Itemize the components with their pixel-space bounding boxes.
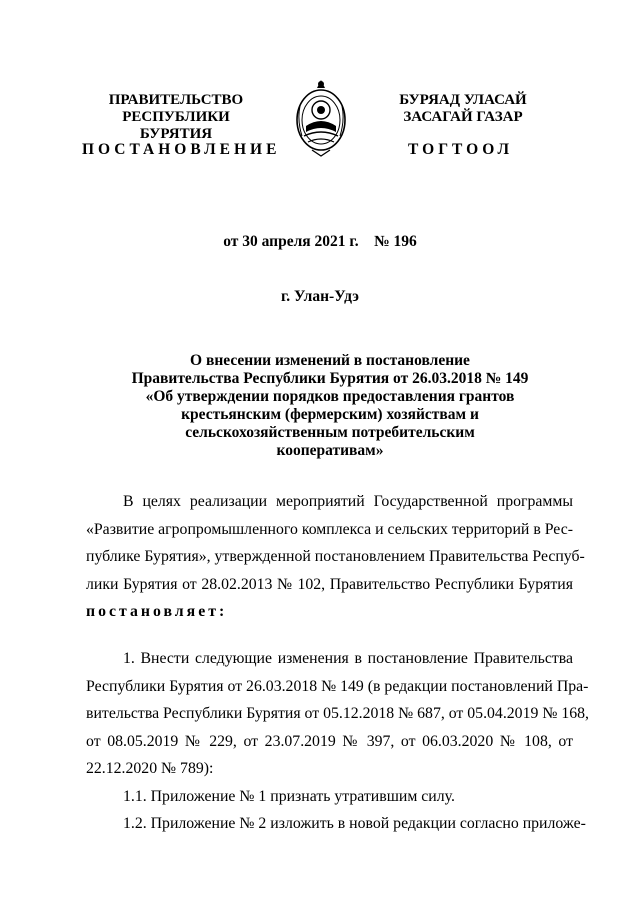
preamble-line-3: публике Бурятия», утвержденной постановлением Правительства Респуб- [86, 548, 585, 565]
document-title [120, 352, 540, 460]
preamble [86, 488, 585, 626]
item-1-2: 1.2. Приложение № 2 изложить в новой редакции согласно приложе- [123, 815, 586, 832]
item-1-line-3: вительства Республики Бурятия от 05.12.2018 № 687, от 05.04.2019 № 168, [86, 705, 589, 722]
government-line-1-bua: БУРЯАД УЛАСАЙ [399, 92, 527, 108]
date-and-number: от 30 апреля 2021 г. № 196 [223, 233, 417, 250]
title-line-2: Правительства Республики Бурятия от 26.03.2018 № 149 [131, 370, 529, 387]
government-name-bua [378, 92, 548, 126]
government-line-2: РЕСПУБЛИКИ БУРЯТИЯ [122, 109, 230, 142]
government-line-1: ПРАВИТЕЛЬСТВО [108, 92, 244, 108]
government-line-2-bua: ЗАСАГАЙ ГАЗАР [403, 109, 523, 125]
doc-type-ru: ПОСТАНОВЛЕНИЕ [82, 141, 281, 158]
item-1-line-2: Республики Бурятия от 26.03.2018 № 149 (в редакции постановлений Пра- [86, 677, 589, 695]
city: г. Улан-Удэ [280, 288, 359, 305]
item-1 [86, 645, 589, 838]
title-line-1: О внесении изменений в постановление [190, 352, 470, 369]
item-1-1: 1.1. Приложение № 1 признать утратившим силу. [123, 787, 455, 805]
preamble-line-2: «Развитие агропромышленного комплекса и сельских территорий в Рес- [86, 520, 573, 538]
preamble-line-4: лики Бурятия от 28.02.2013 № 102, Правительство Республики Бурятия [86, 575, 573, 593]
decree-word: постановляет: [86, 603, 228, 620]
item-1-line-1: 1. Внести следующие изменения в постановление Правительства [123, 650, 573, 667]
title-line-3: «Об утверждении порядков предоставления грантов [145, 388, 515, 405]
title-line-6: кооперативам» [276, 442, 384, 459]
preamble-line-1: В целях реализации мероприятий Государственной программы [123, 493, 573, 510]
government-name-ru [86, 92, 266, 143]
item-1-line-5: 22.12.2020 № 789): [86, 760, 214, 777]
coat-of-arms-icon [292, 76, 350, 160]
title-line-5: сельскохозяйственным потребительским [185, 424, 475, 441]
doc-type-bua: ТОГТООЛ [408, 141, 514, 158]
item-1-line-4: от 08.05.2019 № 229, от 23.07.2019 № 397, от 06.03.2020 № 108, от [86, 732, 573, 750]
title-line-4: крестьянским (фермерским) хозяйствам и [181, 406, 479, 423]
